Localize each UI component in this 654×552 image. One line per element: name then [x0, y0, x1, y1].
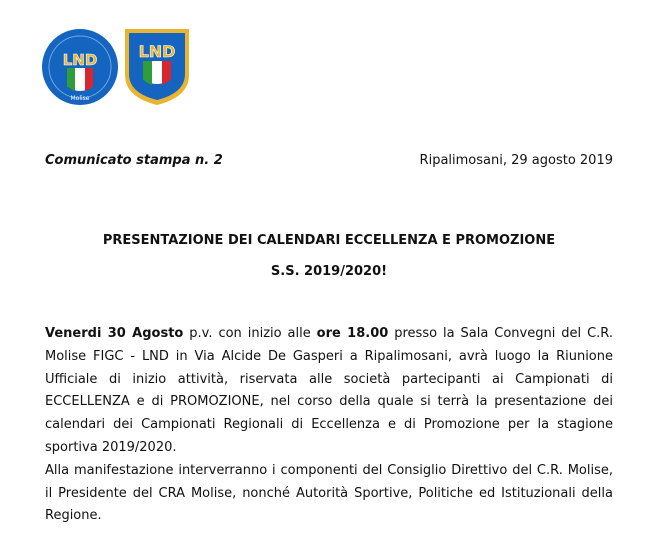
press-release-number: Comunicato stampa n. 2 — [45, 153, 223, 168]
paragraph-1-text-a: p.v. con inizio alle — [183, 326, 317, 341]
paragraph-1 — [45, 323, 613, 460]
document-body — [45, 323, 613, 528]
document-header — [45, 153, 613, 173]
circle-logo-region: Molise — [70, 95, 90, 102]
paragraph-1-text-b: presso la Sala Convegni del C.R. Molise FIGC - LND in Via Alcide De Gasperi a Ripalimosani, avrà luogo la Riunione Ufficiale di inizio attività, riservata alle società partecipanti ai Campionati di ECCELLENZA e di PROMOZIONE, nel corso della quale si terrà la presentazione dei calendari dei Campionati Regionali di Eccellenza e di Promozione per la stagione sportiva 2019/2020. — [45, 326, 613, 455]
event-time: ore 18.00 — [316, 326, 389, 341]
circle-logo-text: LND — [62, 51, 98, 69]
document-title: PRESENTAZIONE DEI CALENDARI ECCELLENZA E PROMOZIONE — [102, 233, 556, 248]
document-subtitle: S.S. 2019/2020! — [270, 264, 388, 279]
event-date: Venerdi 30 Agosto — [45, 326, 184, 341]
shield-logo-text: LND — [138, 42, 176, 61]
place-date: Ripalimosani, 29 agosto 2019 — [419, 153, 613, 168]
logos — [41, 25, 201, 109]
lnd-shield-logo — [121, 25, 193, 107]
lnd-molise-logo — [41, 28, 119, 106]
paragraph-2: Alla manifestazione interverranno i componenti del Consiglio Direttivo del C.R. Molise, il Presidente del CRA Molise, nonché Autorità Sportive, Politiche ed Istituzionali della Regione. — [45, 462, 613, 524]
